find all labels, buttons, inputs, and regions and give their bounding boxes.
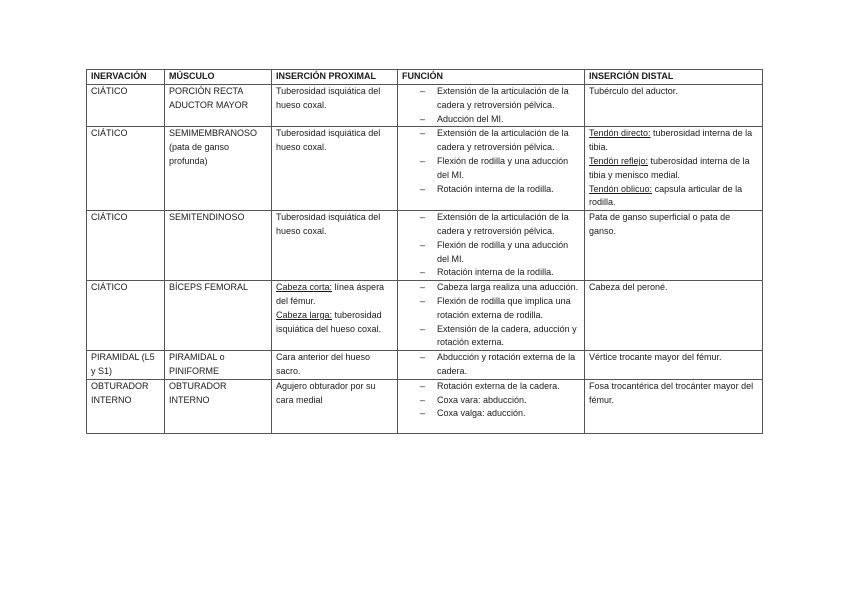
cell-funcion [398,211,585,281]
header-musculo: MÚSCULO [165,70,272,85]
function-item: – Extensión de la articulación de la cadera y retroversión pélvica. [420,86,569,110]
cell-proximal: Tuberosidad isquiática del hueso coxal. [272,127,398,211]
table-row [87,351,763,380]
cell-musculo: BÍCEPS FEMORAL [165,281,272,351]
cell-funcion [398,281,585,351]
cell-proximal: Tuberosidad isquiática del hueso coxal. [272,85,398,127]
header-inervacion: INERVACIÓN [87,70,165,85]
cell-inervacion: OBTURADOR INTERNO [87,379,165,433]
cell-inervacion: PIRAMIDAL (L5 y S1) [87,351,165,380]
table-row [87,211,763,281]
cell-proximal [272,281,398,351]
function-item: – Rotación interna de la rodilla. [420,183,554,194]
function-list [402,211,580,280]
function-item: – Flexión de rodilla que implica una rotación externa de rodilla. [420,295,571,320]
function-item: – Aducción del MI. [420,113,504,124]
function-item: – Extensión de la articulación de la cadera y retroversión pélvica. [420,212,569,236]
header-insercion-distal: INSERCIÓN DISTAL [585,70,763,85]
cell-inervacion: CIÁTICO [87,127,165,211]
function-list [402,380,580,421]
proximal-part: Cabeza larga: tuberosidad isquiática del hueso coxal. [276,309,382,334]
function-item: – Rotación externa de la cadera. [420,380,560,391]
cell-distal: Pata de ganso superficial o pata de ganso. [585,211,763,281]
cell-distal: Vértice trocante mayor del fémur. [585,351,763,380]
cell-inervacion: CIÁTICO [87,211,165,281]
function-item: – Coxa valga: aducción. [420,408,526,419]
cell-inervacion: CIÁTICO [87,281,165,351]
muscle-table [86,69,763,434]
function-item: – Rotación interna de la rodilla. [420,267,554,278]
cell-proximal: Agujero obturador por su cara medial [272,379,398,433]
function-list [402,351,580,379]
function-item: – Flexión de rodilla y una aducción del MI. [420,239,569,264]
function-item: – Flexión de rodilla y una aducción del MI. [420,155,569,180]
cell-distal: Tubérculo del aductor. [585,85,763,127]
table-row [87,127,763,211]
cell-musculo: PORCIÓN RECTA ADUCTOR MAYOR [165,85,272,127]
cell-musculo: SEMITENDINOSO [165,211,272,281]
function-item: – Abducción y rotación externa de la cadera. [420,352,576,376]
cell-musculo: SEMIMEMBRANOSO (pata de ganso profunda) [165,127,272,211]
header-funcion: FUNCIÓN [398,70,585,85]
cell-inervacion: CIÁTICO [87,85,165,127]
table-row [87,281,763,351]
cell-funcion [398,127,585,211]
cell-distal: Cabeza del peroné. [585,281,763,351]
table-row [87,379,763,433]
function-item: – Extensión de la articulación de la cadera y retroversión pélvica. [420,128,569,153]
function-item: – Cabeza larga realiza una aducción. [420,282,579,293]
distal-part: Tendón oblicuo: capsula articular de la rodilla. [589,183,743,208]
function-list [402,281,580,350]
table-row [87,85,763,127]
cell-distal [585,127,763,211]
distal-part: Tendón directo: tuberosidad interna de la tibia. [589,128,753,153]
proximal-part: Cabeza corta: línea áspera del fémur. [276,282,385,306]
cell-proximal: Cara anterior del hueso sacro. [272,351,398,380]
cell-musculo: PIRAMIDAL o PINIFORME [165,351,272,380]
cell-musculo: OBTURADOR INTERNO [165,379,272,433]
function-item: – Coxa vara: abducción. [420,394,527,405]
distal-part: Tendón reflejo: tuberosidad interna de la tibia y menisco medial. [589,155,750,180]
cell-funcion [398,351,585,380]
cell-proximal: Tuberosidad isquiática del hueso coxal. [272,211,398,281]
cell-funcion [398,85,585,127]
table-header-row [87,70,763,85]
cell-funcion [398,379,585,433]
function-list [402,127,580,196]
function-item: – Extensión de la cadera, aducción y rotación externa. [420,323,577,348]
function-list [402,85,580,126]
cell-distal: Fosa trocantérica del trocánter mayor del fémur. [585,379,763,433]
header-insercion-proximal: INSERCIÓN PROXIMAL [272,70,398,85]
